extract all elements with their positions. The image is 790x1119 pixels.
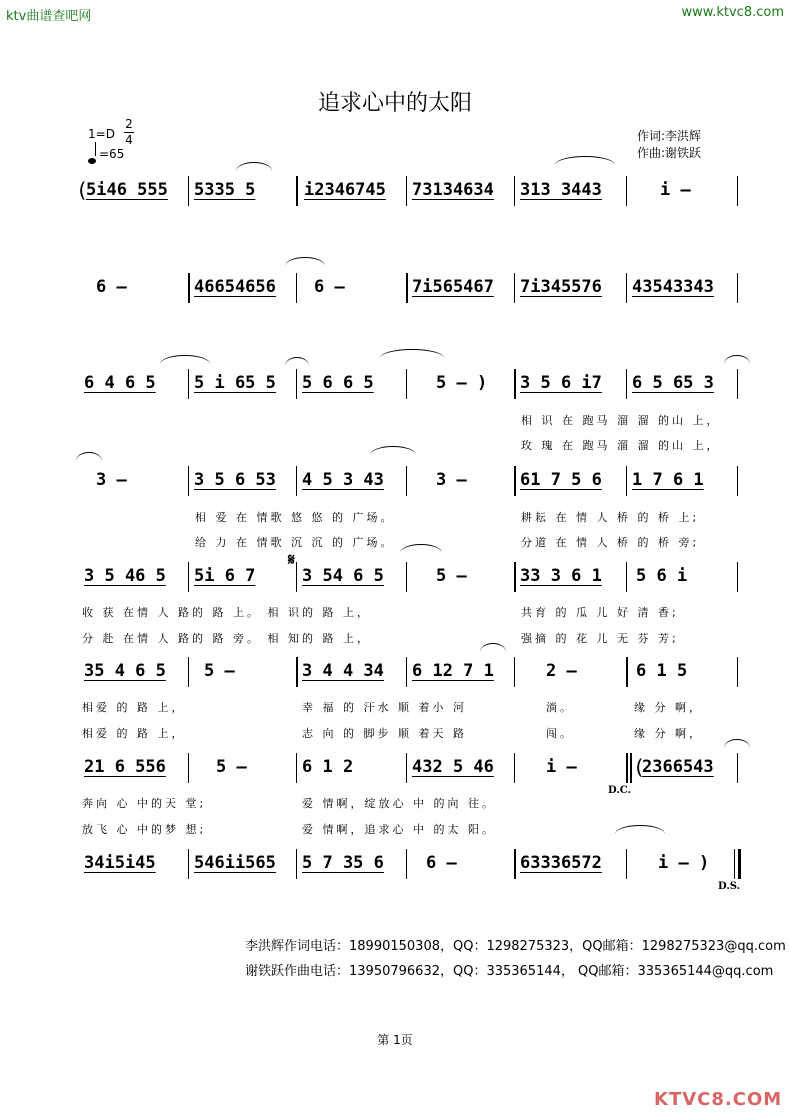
measure: 7i345576 [520,277,602,297]
lyric-line: 相 爱 在 情歌 悠 悠 的 广场。 [195,511,395,524]
measure: 35 4 6 5 [84,661,166,681]
measure: 3 – [436,470,467,490]
barline [406,849,407,879]
measure: 46654656 [194,277,276,297]
measure: i – [546,757,577,777]
measure: 6 1 5 [636,661,688,681]
tempo-value: =65 [99,147,125,161]
time-sig-bottom: 4 [125,133,133,147]
measure: 6 12 7 1 [412,661,494,681]
measure: 73134634 [412,180,494,200]
measure: i2346745 [304,180,386,200]
measure: 313 3443 [520,180,602,200]
barline [737,466,738,496]
barline [514,466,516,496]
repeat-open: ( [633,755,646,779]
slur [285,257,325,266]
barline [514,369,516,399]
measure: 3 54 6 5 [302,566,384,586]
barline [296,562,297,592]
measure: 6 4 6 5 [84,373,156,393]
lyric-line: 爱 情啊，绽放心 中 的向 往。 [302,797,496,810]
notation-row-4 [80,466,740,498]
site-logo [654,1083,782,1113]
measure: 7i565467 [412,277,494,297]
slur [724,739,750,748]
barline [626,466,627,496]
measure: 5 – ) [436,373,488,393]
barline [514,849,516,879]
measure: 546ii565 [194,853,276,873]
contact-composer: 谢铁跃作曲电话：13950796632，QQ：335365144， QQ邮箱：335365144@qq.com [245,964,774,979]
watermark-left: ktv曲谱查吧网 [6,9,92,24]
barline [406,273,408,303]
measure: 5 6 6 5 [302,373,374,393]
lyric-line: 爱 情啊，追求心 中 的太 阳。 [302,823,496,836]
lyric-line: 给 力 在 情歌 沉 沉 的 广场。 [195,536,395,549]
measure: 5 – [204,661,235,681]
measure: 33 3 6 1 [520,566,602,586]
barline [514,753,515,783]
barline [626,849,627,879]
slur [160,355,210,364]
lyric-line: 志 向 的 脚步 顺 着天 路 [302,727,467,740]
barline [188,753,189,783]
key-signature: 1=D [88,127,115,141]
measure: 34i5i45 [84,853,156,873]
lyric-line: 相爱 的 路 上， [82,727,186,740]
measure: i – [660,180,691,200]
measure: 6 5 65 3 [632,373,714,393]
barline [514,657,515,687]
tempo-mark [88,144,124,161]
time-signature [124,117,134,148]
measure: 63336572 [520,853,602,873]
barline [406,562,407,592]
slur [285,357,309,366]
measure: 43543343 [632,277,714,297]
lyric-line: 奔向 心 中的天 堂; [82,797,207,810]
measure: 3 5 6 53 [194,470,276,490]
notation-row-5 [80,550,740,594]
measure: 2366543 [642,757,714,777]
contact-lyricist: 李洪辉作词电话：18990150308，QQ：1298275323，QQ邮箱：1298275323@qq.com [245,939,786,954]
notation-row-8 [80,849,741,892]
measure: 3 – [96,470,127,490]
barline [296,176,298,206]
measure: 4 5 3 43 [302,470,384,490]
page-number: 第 1页 [377,1033,413,1047]
barline [406,657,407,687]
barline [737,657,738,687]
segno-icon: 𝄋 [288,550,295,569]
measure: 3 5 46 5 [84,566,166,586]
measure: 1 7 6 1 [632,470,704,490]
final-barline [738,849,741,879]
measure: 5 – [436,566,467,586]
slur [370,446,416,455]
barline [630,753,632,783]
slur [724,355,750,364]
slur [555,156,615,165]
notation-row-3 [80,369,740,401]
measure: 6 – [96,277,127,297]
lyric-line: 闯。 [546,727,574,740]
barline [296,466,297,496]
barline [626,273,627,303]
barline [296,273,297,303]
barline [188,273,190,303]
notation-row-7 [80,753,740,796]
measure: 6 – [426,853,457,873]
notation-row-2 [80,273,740,305]
notation-row-1 [76,176,740,208]
barline [188,176,189,206]
barline [737,562,738,592]
lyric-line: 分 赴 在情 人 路的 路 旁。 相 知的 路 上， [82,632,371,645]
barline [626,176,627,206]
slur [236,162,272,171]
lyric-line: 玫 瑰 在 跑马 溜 溜 的山 上， [521,439,721,452]
barline [514,562,516,592]
measure: 5335 5 [194,180,256,200]
measure: 5 – [216,757,247,777]
lyric-line: 共育 的 瓜 儿 好 清 香; [521,606,679,619]
barline [188,657,189,687]
barline [406,466,407,496]
slur [76,452,102,461]
slur [615,825,665,834]
repeat-open: ( [76,178,89,202]
lyric-line: 分道 在 情 人 桥 的 桥 旁; [521,536,700,549]
barline [296,753,297,783]
measure: 3 4 4 34 [302,661,384,681]
barline [188,849,189,879]
barline [406,176,407,206]
lyric-line: 相 识 在 跑马 溜 溜 的山 上， [521,414,721,427]
measure: 5 7 35 6 [302,853,384,873]
time-sig-top: 2 [125,117,133,131]
notation-row-6 [80,657,740,689]
watermark-right: www.ktvc8.com [681,5,784,20]
lyric-line: 放飞 心 中的梦 想; [82,823,207,836]
barline [514,176,515,206]
barline [737,176,738,206]
measure: i – ) [658,853,710,873]
song-title: 追求心中的太阳 [317,91,472,116]
measure: 2 – [546,661,577,681]
quarter-note-icon [88,158,96,164]
lyricist: 作词:李洪辉 [637,129,702,143]
lyric-line: 幸 福 的 汗水 顺 着小 河 [302,701,467,714]
site-logo-text: KTVC8.COM [654,1089,783,1110]
measure: 6 1 2 [302,757,354,777]
barline [188,562,189,592]
barline [296,369,297,399]
barline [406,753,407,783]
barline [626,753,628,783]
lyric-line: 强摘 的 花 儿 无 芬 芳; [521,632,679,645]
barline [296,849,297,879]
barline [406,369,407,399]
measure: 5 6 i [636,566,688,586]
barline [188,369,189,399]
lyric-line: 缘 分 啊， [634,727,703,740]
barline [188,466,189,496]
slur [400,544,442,553]
barline [296,657,298,687]
lyric-line: 耕耘 在 情 人 桥 的 桥 上; [521,511,700,524]
barline [514,273,515,303]
slur [480,643,506,652]
measure: 3 5 6 i7 [520,373,602,393]
measure: 5i 6 7 [194,566,256,586]
barline [737,369,738,399]
measure: 21 6 556 [84,757,166,777]
barline [626,657,628,687]
slur [380,349,444,358]
barline [734,849,735,879]
dc-mark: D.C. [608,785,632,796]
lyric-line: 缘 分 啊， [634,701,703,714]
ds-mark: D.S. [718,881,741,892]
lyric-line: 相爱 的 路 上， [82,701,186,714]
measure: 5 i 65 5 [194,373,276,393]
barline [737,753,738,783]
quarter-note-stem [95,142,96,156]
measure: 6 – [314,277,345,297]
lyric-line: 收 获 在情 人 路的 路 上。 相 识的 路 上， [82,606,371,619]
barline [626,562,627,592]
measure: 5i46 555 [86,180,168,200]
measure: 61 7 5 6 [520,470,602,490]
measure: 432 5 46 [412,757,494,777]
barline [737,273,738,303]
barline [626,369,627,399]
lyric-line: 淌。 [546,701,574,714]
composer: 作曲:谢铁跃 [637,146,702,160]
